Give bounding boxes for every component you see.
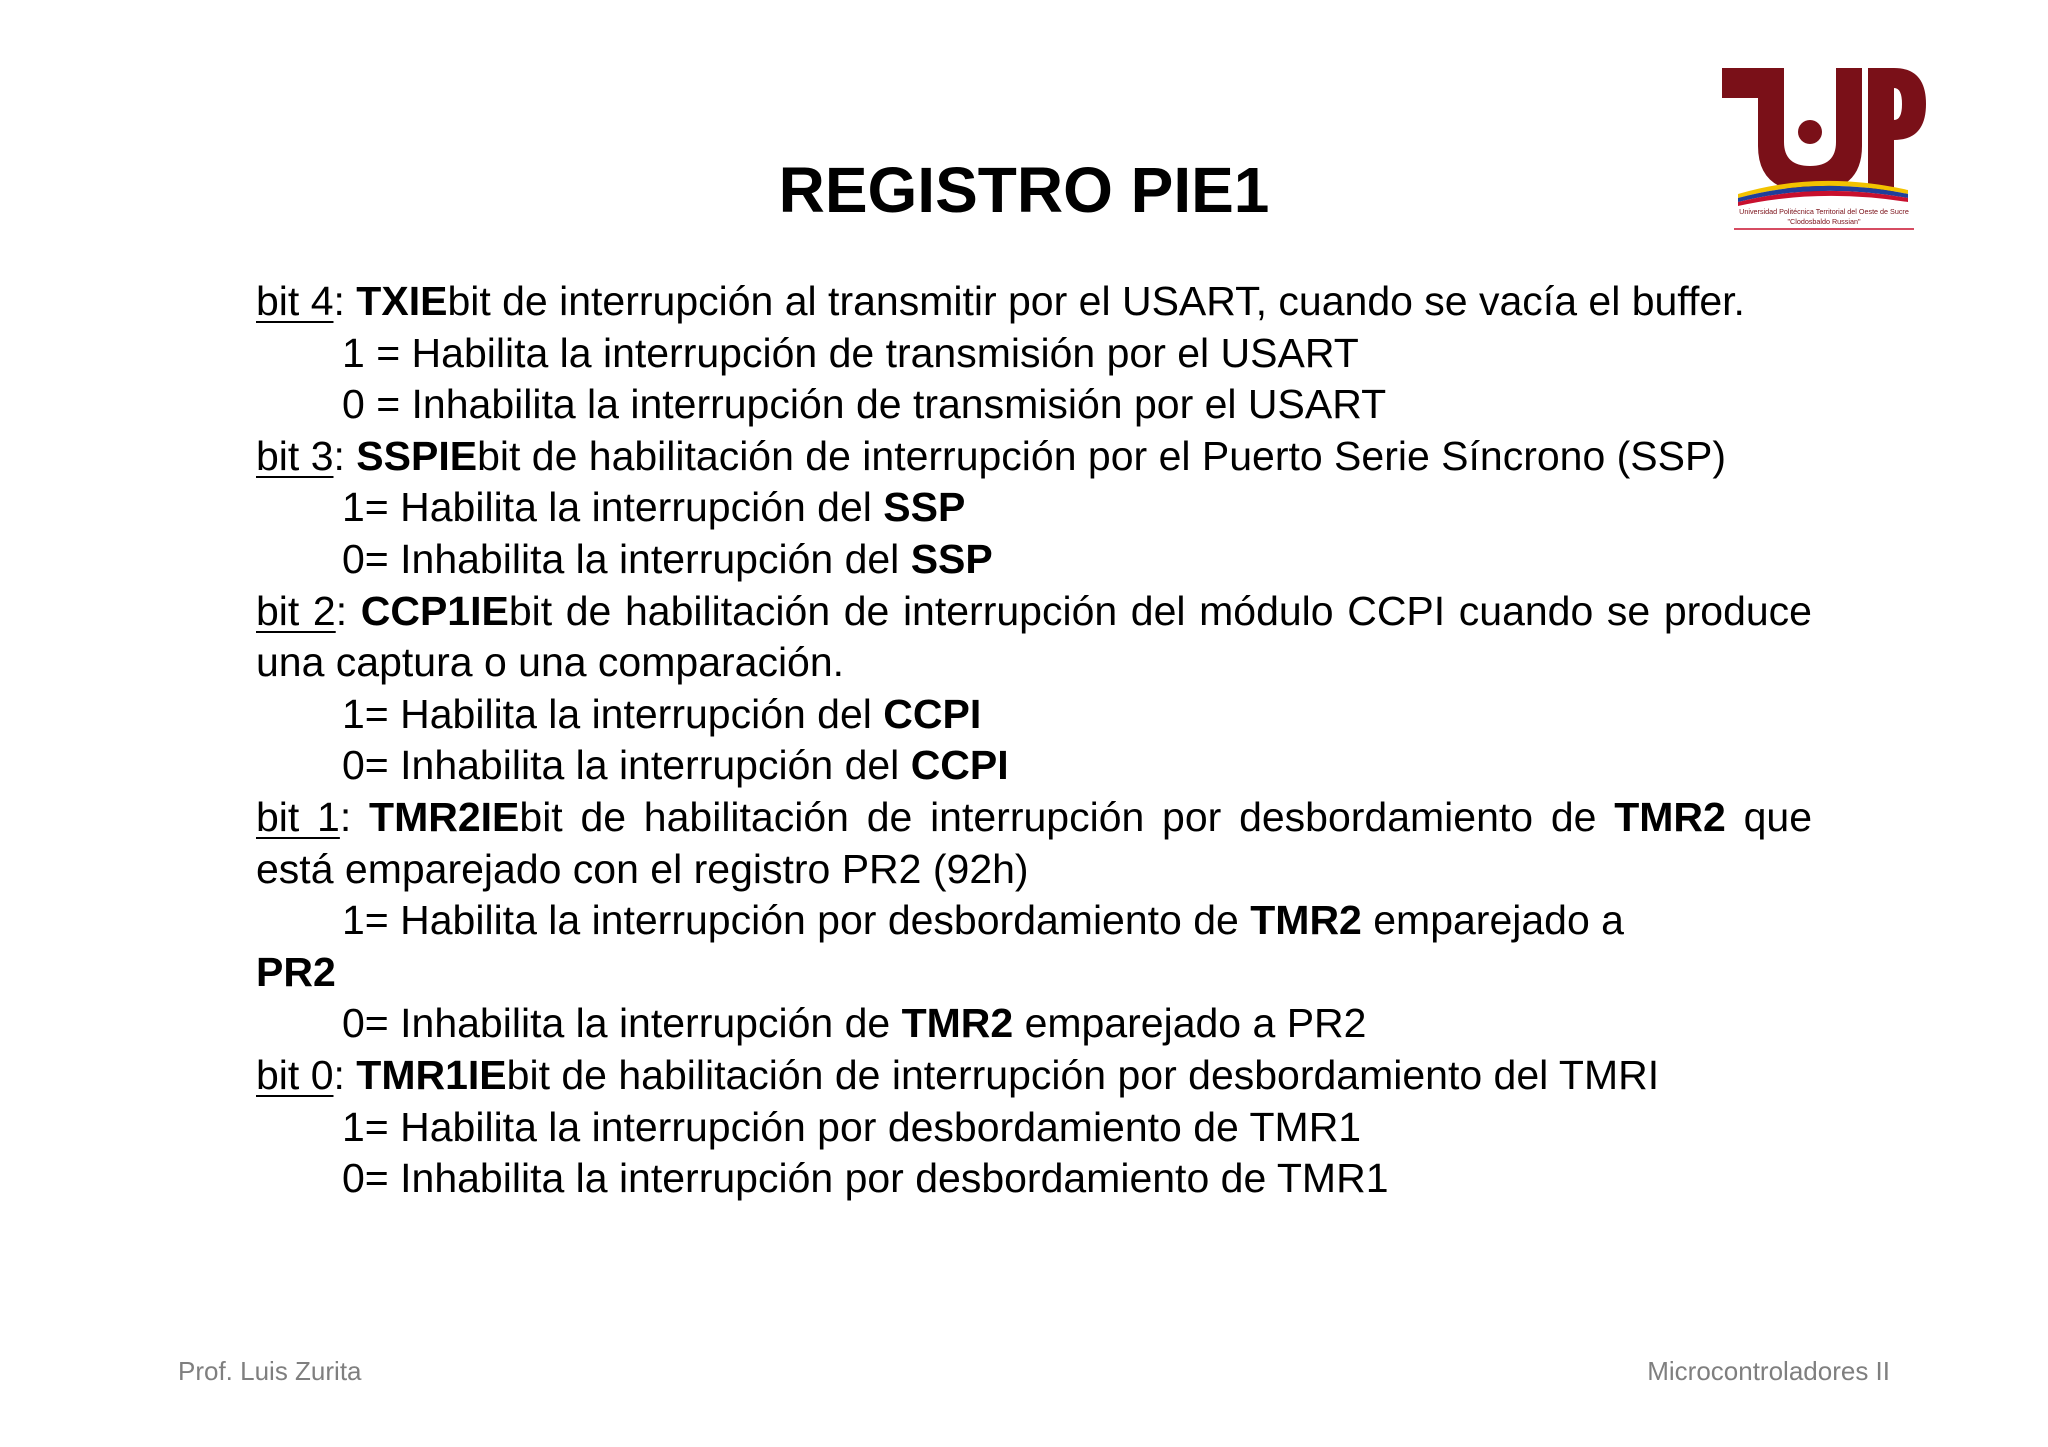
bit3-description: [256, 431, 1812, 483]
bit3-name: SSPIE: [356, 432, 478, 479]
bit-label-separator: :: [339, 793, 370, 840]
bit4-description: [256, 276, 1812, 328]
bit1-option-0-bold: TMR2: [901, 1000, 1014, 1047]
bit0-option-0: 0= Inhabilita la interrupción por desbordamiento de TMR1: [342, 1155, 1389, 1202]
bit1-option-1-wrap: [256, 947, 1812, 999]
bit4-option-1: 1 = Habilita la interrupción de transmisión por el USART: [342, 329, 1359, 376]
bit1-option-1: [342, 895, 1812, 947]
bit1-desc-end: que está emparejado con el registro PR2 (92h): [256, 793, 1812, 892]
bit4-label: bit 4: [256, 278, 334, 324]
bit1-option-1-text: 1= Habilita la interrupción por desbordamiento de: [342, 897, 1251, 944]
bit-label-separator: :: [333, 278, 357, 324]
bit1-name: TMR2IE: [369, 793, 520, 840]
bit3-label: bit 3: [256, 432, 334, 479]
slide-body: [256, 276, 1812, 1205]
university-logo: [1718, 62, 1930, 232]
bit2-label: bit 2: [256, 587, 336, 634]
bit0-description: [256, 1050, 1812, 1102]
slide-title: REGISTRO PIE1: [778, 154, 1270, 226]
bit2-option-1: [342, 689, 1812, 741]
bit1-desc-bold: TMR2: [1614, 793, 1726, 840]
bit1-option-0: [342, 998, 1812, 1050]
bit-label-separator: :: [333, 432, 357, 479]
bit4-name: TXIE: [356, 278, 448, 324]
bit1-option-0-text: 0= Inhabilita la interrupción de: [342, 1000, 902, 1047]
bit0-desc: bit de habilitación de interrupción por desbordamiento del TMRI: [506, 1051, 1660, 1098]
bit3-option-1-text: 1= Habilita la interrupción del: [342, 484, 884, 531]
bit-label-separator: :: [335, 587, 361, 634]
bit4-desc: bit de interrupción al transmitir por el USART, cuando se vacía el buffer.: [447, 278, 1745, 324]
bit2-option-1-text: 1= Habilita la interrupción del: [342, 690, 884, 737]
bit3-option-1-bold: SSP: [883, 484, 966, 531]
bit1-label: bit 1: [256, 793, 340, 840]
bit2-option-1-bold: CCPI: [883, 690, 982, 737]
bit2-option-0-text: 0= Inhabilita la interrupción del: [342, 742, 911, 789]
bit1-option-1-mid: emparejado a: [1361, 897, 1624, 944]
bit1-description: [256, 792, 1812, 895]
bit-label-separator: :: [333, 1051, 357, 1098]
logo-caption-line2: "Clodosbaldo Russian": [1787, 217, 1861, 226]
bit1-option-1-bold2: PR2: [256, 948, 336, 995]
bit3-option-1: [342, 482, 1812, 534]
bit2-option-0-bold: CCPI: [910, 742, 1009, 789]
bit2-option-0: [342, 740, 1812, 792]
bit3-option-0: [342, 534, 1812, 586]
bit0-option-1: 1= Habilita la interrupción por desbordamiento de TMR1: [342, 1103, 1362, 1150]
bit1-option-1-bold: TMR2: [1250, 897, 1362, 944]
bit1-option-0-end: emparejado a PR2: [1013, 1000, 1367, 1047]
bit3-option-0-text: 0= Inhabilita la interrupción del: [342, 535, 911, 582]
bit0-label: bit 0: [256, 1051, 334, 1098]
footer-author: Prof. Luis Zurita: [178, 1356, 362, 1386]
bit2-name: CCP1IE: [360, 587, 509, 634]
bit0-name: TMR1IE: [356, 1051, 507, 1098]
footer-course: Microcontroladores II: [1647, 1356, 1890, 1386]
logo-caption-line1: Universidad Politécnica Territorial del Oeste de Sucre: [1739, 207, 1909, 216]
bit1-desc: bit de habilitación de interrupción por desbordamiento de: [519, 793, 1615, 840]
bit4-option-0: 0 = Inhabilita la interrupción de transmisión por el USART: [342, 381, 1387, 428]
bit2-desc: bit de habilitación de interrupción del módulo CCPI cuando se produce una captura o una comparación.: [256, 587, 1812, 686]
bit2-description: [256, 586, 1812, 689]
bit3-desc: bit de habilitación de interrupción por el Puerto Serie Síncrono (SSP): [477, 432, 1726, 479]
bit3-option-0-bold: SSP: [910, 535, 993, 582]
